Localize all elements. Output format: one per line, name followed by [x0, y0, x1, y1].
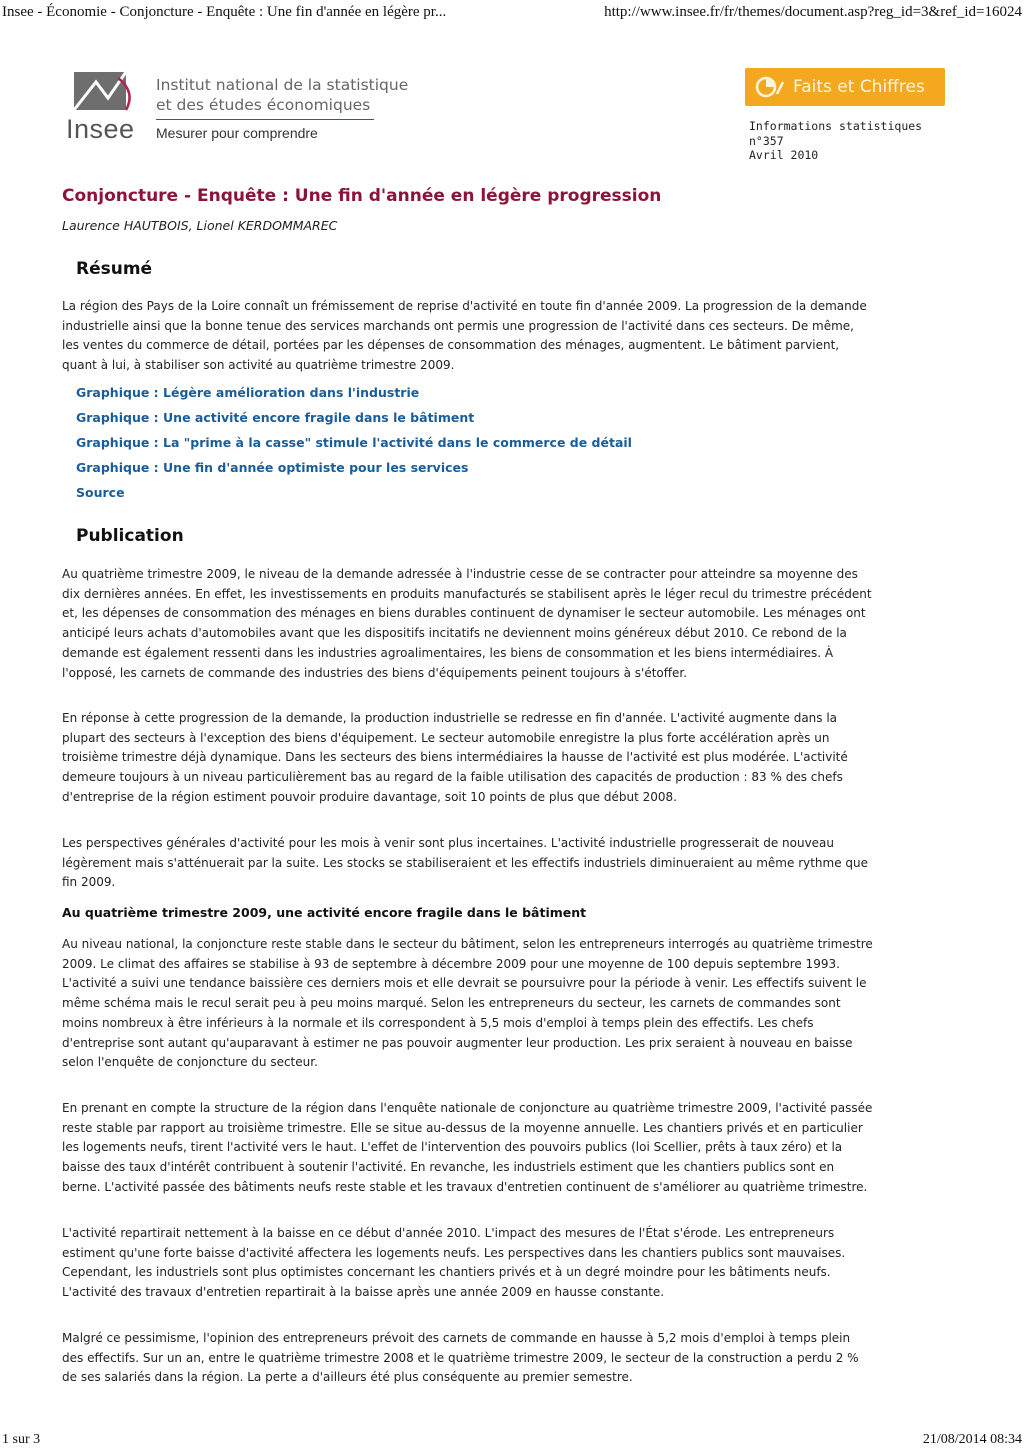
- resume-paragraph: La région des Pays de la Loire connaît un frémissement de reprise d'activité en toute fin d'année 2009. La progression de la demande industrielle ainsi que la bonne tenue des services marchands ont permis une progression de l'activité dans ces secteurs. De même, les ventes du commerce de détail, portées par les dépenses de consommation des ménages, augmentent. Le bâtiment parvient, quant à lui, à stabiliser son activité au quatrième trimestre 2009.: [62, 299, 867, 373]
- info-stats-series: Informations statistiques: [749, 119, 923, 133]
- link-graphique-services[interactable]: Graphique : Une fin d'année optimiste pour les services: [76, 460, 469, 475]
- print-footer: [0, 1432, 1024, 1450]
- page-counter: 1 sur 3: [2, 1432, 41, 1447]
- link-graphique-industrie[interactable]: Graphique : Légère amélioration dans l'industrie: [76, 385, 420, 400]
- publication-paragraph: En réponse à cette progression de la demande, la production industrielle se redresse en fin d'année. L'activité augmente dans la plupart des secteurs à l'exception des biens d'équipement. Le secteur automobile enregistre la plus forte accélération après un troisième trimestre déjà dynamique. Dans les secteurs des biens intermédiaires la hausse de l'activité est plus modérée. L'activité demeure toujours à un niveau particulièrement bas au regard de la faible utilisation des capacités de production : 83 % des chefs d'entreprise de la région estiment pouvoir produire davantage, soit 10 points de plus que début 2008.: [62, 711, 848, 804]
- link-source[interactable]: Source: [76, 485, 125, 500]
- batiment-paragraph: L'activité repartirait nettement à la baisse en ce début d'année 2010. L'impact des mesures de l'État s'érode. Les entrepreneurs estiment qu'une forte baisse d'activité affectera les logements neufs. Les perspectives dans les chantiers publics sont mauvaises. Cependant, les industriels sont plus optimistes concernant les chantiers privés et à un degré moindre pour les bâtiments neufs. L'activité des travaux d'entretien repartirait à la baisse après une année 2009 en hausse constante.: [62, 1226, 846, 1300]
- info-stats-number: n°357: [749, 133, 784, 148]
- faits-et-chiffres-button[interactable]: [745, 68, 945, 106]
- batiment-paragraph: Malgré ce pessimisme, l'opinion des entrepreneurs prévoit des carnets de commande en hausse à 5,2 mois d'emploi à temps plein des effectifs. Sur un an, entre le quatrième trimestre 2008 et le quatrième trimestre 2009, le secteur de la construction a perdu 2 % de ses salariés dans la région. La perte a d'ailleurs été plus conséquente au premier semestre.: [62, 1331, 859, 1385]
- print-timestamp: 21/08/2014 08:34: [922, 1432, 1022, 1447]
- print-header-url: http://www.insee.fr/fr/themes/document.asp?reg_id=3&ref_id=16024: [604, 4, 1022, 20]
- resume-heading: Résumé: [76, 259, 153, 279]
- insee-logo: [62, 68, 412, 148]
- batiment-paragraph: En prenant en compte la structure de la région dans l'enquête nationale de conjoncture au quatrième trimestre 2009, l'activité passée reste stable par rapport au troisième trimestre. Elle se situe au-dessus de la moyenne annuelle. Les chantiers privés et en particulier les logements neufs, tirent l'activité vers le haut. L'effet de l'intervention des pouvoirs publics (loi Scellier, prêts à taux zéro) et la baisse des taux d'intérêt contribuent à soutenir l'activité. En revanche, les industriels estiment que les chantiers publics sont en berne. L'activité passée des bâtiments neufs reste stable et les travaux d'entretien continuent de s'améliorer au quatrième trimestre.: [62, 1101, 873, 1194]
- info-stats-date: Avril 2010: [749, 148, 819, 162]
- chart-pie-icon: [755, 76, 785, 98]
- article-title: Conjoncture - Enquête : Une fin d'année en légère progression: [62, 186, 662, 206]
- publication-heading: Publication: [76, 526, 184, 546]
- publication-paragraph: Les perspectives générales d'activité pour les mois à venir sont plus incertaines. L'activité industrielle progresserait de nouveau légèrement mais s'atténuerait par la suite. Les stocks se stabiliseraient et les effectifs industriels diminueraient au même rythme que fin 2009.: [62, 836, 869, 890]
- institute-name-line2: et des études économiques: [156, 96, 371, 114]
- institute-name-line1: Institut national de la statistique: [156, 76, 409, 94]
- insee-logo-mark-icon: [62, 68, 142, 114]
- graphique-links: [76, 385, 632, 510]
- batiment-paragraph: Au niveau national, la conjoncture reste stable dans le secteur du bâtiment, selon les entrepreneurs interrogés au quatrième trimestre 2009. Le climat des affaires se stabilise à 93 de septembre à décembre 2009 pour une moyenne de 100 depuis septembre 1993. L'activité a suivi une tendance baissière ces derniers mois et elle devrait se poursuivre pour la période à venir. Les effectifs suivent le même schéma mais le recul serait peu à peu moins marqué. Selon les entrepreneurs du secteur, les carnets de commandes sont moins nombreux à être inférieurs à la normale et ils correspondent à 5,5 mois d'emploi à temps plein des effectifs. Les chefs d'entreprise sont autant qu'auparavant à estimer ne pas pouvoir augmenter leur production. Les prix seraient à nouveau en baisse selon l'enquête de conjoncture du secteur.: [62, 937, 873, 1070]
- print-header: [0, 4, 1024, 26]
- insee-brand: Insee: [66, 114, 135, 144]
- print-header-title: Insee - Économie - Conjoncture - Enquête : Une fin d'année en légère pr...: [2, 4, 447, 20]
- faits-et-chiffres-label: Faits et Chiffres: [793, 77, 925, 97]
- info-stats-block: [749, 119, 922, 163]
- section-subheading-batiment: Au quatrième trimestre 2009, une activité encore fragile dans le bâtiment: [62, 905, 587, 920]
- link-graphique-commerce[interactable]: Graphique : La "prime à la casse" stimule l'activité dans le commerce de détail: [76, 435, 632, 450]
- logo-divider: [156, 119, 374, 120]
- publication-paragraph: Au quatrième trimestre 2009, le niveau de la demande adressée à l'industrie cesse de se contracter pour atteindre sa moyenne des dix dernières années. En effet, les investissements en produits manufacturés se stabilisent après le léger recul du trimestre précédent et, les dépenses de consommation des ménages en biens durables continuent de dynamiser le secteur automobile. Les ménages ont anticipé leurs achats d'automobiles avant que les dispositifs incitatifs ne deviennent moins généreux début 2010. Ce rebond de la demande est également ressenti dans les industries agroalimentaires, les biens de consommation et les biens intermédiaires. À l'opposé, les carnets de commande des industries des biens d'équipements peinent toujours à s'étoffer.: [62, 567, 872, 680]
- article-authors: Laurence HAUTBOIS, Lionel KERDOMMAREC: [62, 218, 338, 233]
- link-graphique-batiment[interactable]: Graphique : Une activité encore fragile dans le bâtiment: [76, 410, 475, 425]
- insee-motto: Mesurer pour comprendre: [156, 125, 318, 141]
